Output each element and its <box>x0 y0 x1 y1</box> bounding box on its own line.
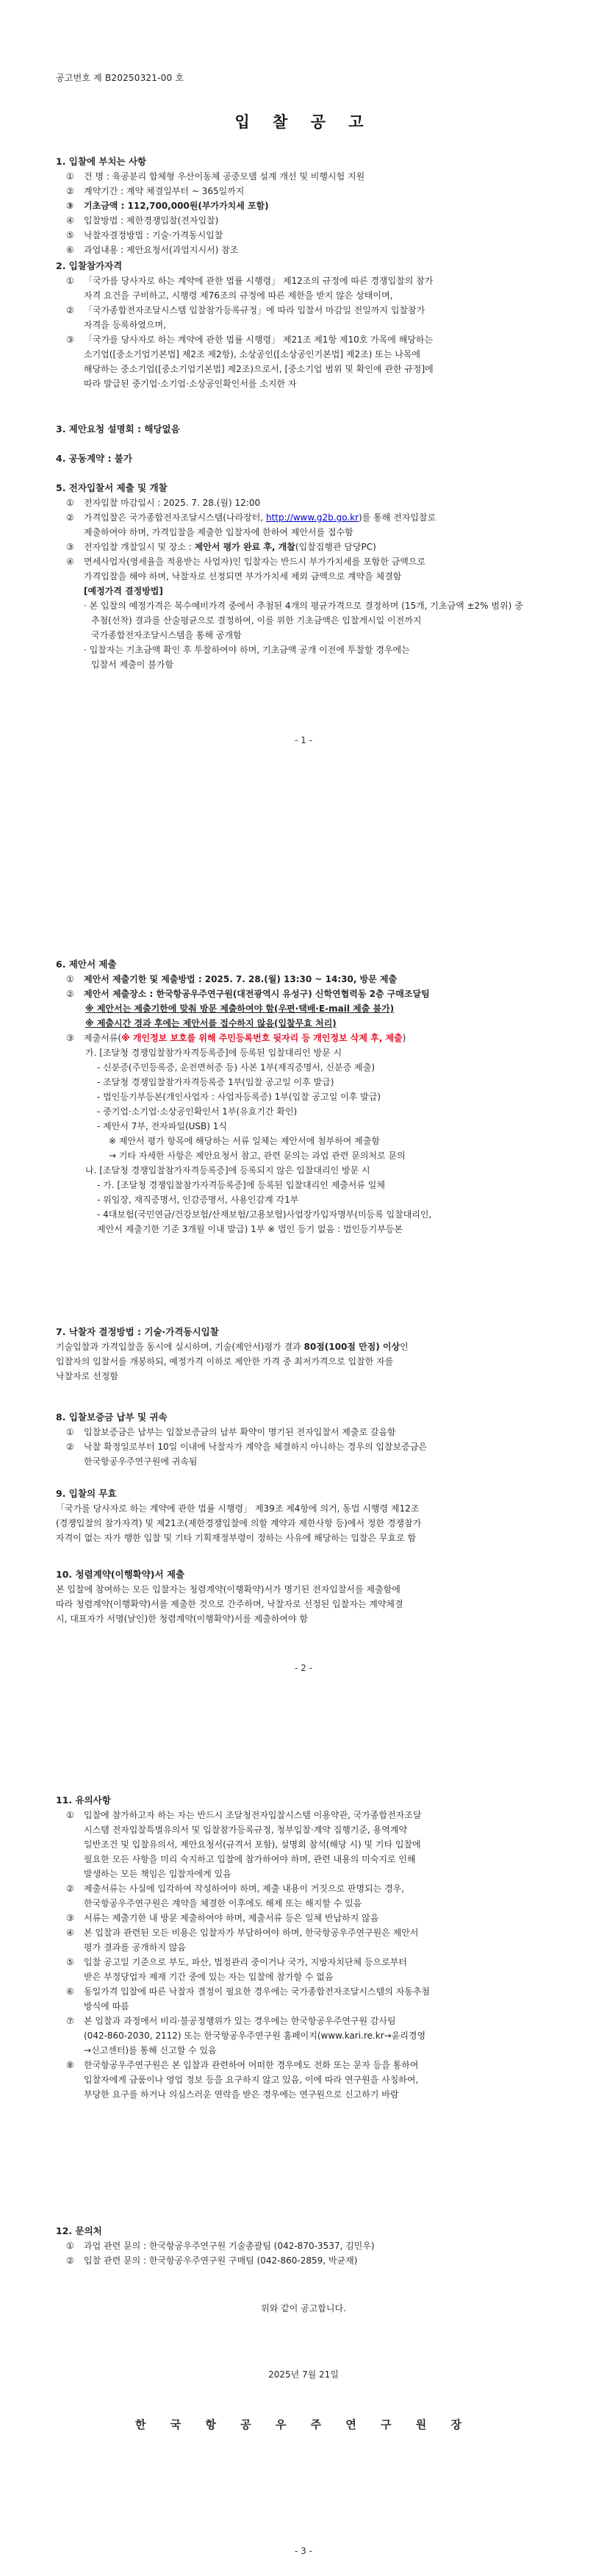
section-10: 10. 청렴계약(이행확약)서 제출 본 입찰에 참여하는 모든 입찰자는 청렴계약(이행확약)서가 명기된 전자입찰서를 제출함에 따라 청렴계약(이행확약)서를 제출한 것으로 간주하며, 낙찰자로 선정된 입찰자는 계약체결 시, 대표자가 서명(날인)한 청렴계약(이행확약)서를 제출하여야 함 <box>56 1567 556 1626</box>
list-item: - 4대보험(국민연금/건강보험/산재보험/고용보험)사업장가입자명부(미등록 입찰대리인, <box>97 1209 432 1220</box>
section-11-item: ① 입찰에 참가하고자 하는 자는 반드시 조달청전자입찰시스템 이용약관, 국가종합전자조달 시스템 전자입찰특별유의서 및 입찰참가등록규정, 청부입찰·계약 집행기준, 용역계약 일반조건 및 입찰유의서, 제안요청서(규격서 포함), 설명회 참석(해당 시) 및 기타 입찰에 필요한 모든 사항을 미리 숙지하고 입찰에 참가하여야 하며, 관련 내용의 미숙지로 인해 발생하는 모든 책임은 입찰자에게 있음 <box>66 1810 422 1879</box>
section-2-item: ② 「국가종합전자조달시스템 입찰참가등록규정」에 따라 입찰서 마감일 전일까지 입찰참가 자격을 등록하였으며, <box>66 305 425 330</box>
section-11 <box>56 1793 556 2102</box>
pricing-title: [예정가격 결정방법] <box>84 586 163 596</box>
section-1 <box>56 154 556 257</box>
section-5-item: ① 전자입찰 마감일시 : 2025. 7. 28.(월) 12:00 <box>66 498 261 508</box>
page-1 <box>0 0 607 853</box>
section-11-item: ② 제출서류는 사실에 입각하여 작성하여야 하며, 제출 내용이 거짓으로 판명되는 경우, 한국항공우주연구원은 계약을 체결한 이후에도 해제 또는 해지할 수 있음 <box>66 1883 405 1908</box>
section-11-item: ③ 서류는 제출기한 내 방문 제출하여야 하며, 제출서류 등은 일체 반납하지 않음 <box>66 1913 379 1923</box>
section-6-item: ① 제안서 제출기한 및 제출방법 : 2025. 7. 28.(월) 13:30 ~ 14:30, 방문 제출 <box>66 974 398 984</box>
page-title: 입 찰 공 고 <box>234 113 373 131</box>
subsection-na: 나. [조달청 경쟁입찰참가자격등록증]에 등록되지 않은 입찰대리인 방문 시 <box>85 1165 370 1176</box>
announcement-number: 공고번호 제 B20250321-00 호 <box>56 73 184 83</box>
section-3-heading: 3. 제안요청 설명회 : 해당없음 <box>56 423 180 434</box>
section-12-item: ① 과업 관련 문의 : 한국항공우주연구원 기술총괄팀 (042-870-3537, 김민우) <box>66 2241 375 2251</box>
section-2 <box>56 259 556 391</box>
section-11-item: ④ 본 입찰과 관련된 모든 비용은 입찰자가 부담하여야 하며, 한국항공우주연구원은 제안서 평가 결과를 공개하지 않음 <box>66 1928 419 1953</box>
section-11-heading: 11. 유의사항 <box>56 1795 111 1806</box>
section-2-heading: 2. 입찰참가자격 <box>56 260 123 271</box>
list-item: - 가. [조달청 경쟁입찰참가자격등록증]에 등록된 입찰대리인 제출서류 일체 <box>97 1180 385 1190</box>
announcement-date: 2025년 7월 21일 <box>268 2369 339 2380</box>
section-11-item: ⑥ 동일가격 입찰에 따른 낙찰자 결정이 필요한 경우에는 국가종합전자조달시스템의 자동추첨 방식에 따름 <box>66 1986 431 2011</box>
g2b-link[interactable]: http://www.g2b.go.kr <box>265 512 359 523</box>
page-3 <box>0 1717 607 2576</box>
section-5-item: ④ 면세사업자(영세율을 적용받는 사업자)인 입찰자는 반드시 부가가치세를 포함한 금액으로 가격입찰을 해야 하며, 낙찰자로 선정되면 부가가치세 제외 금액으로 계약을 체결함 [예정가격 결정방법] · 본 입찰의 예정가격은 복수예비가격 중에서 추첨된 4개의 평균가격으로 결정하며 (15개, 기초금액 ±2% 범위) 중 추첨(선착) 결과를 산술평균으로 결정하여, 이를 위한 기초금액은 입찰게시일 이전까지 국가종합전자조달시스템을 통해 공개함 · 입찰자는 기초금액 확인 후 투찰하여야 하며, 기초금액 공개 이전에 투찰할 경우에는 입찰서 제출이 불가함 <box>56 554 556 672</box>
section-1-item: ① 건 명 : 육공분리 합체형 우산이동체 공중모델 설계 개선 및 비행시험 지원 <box>66 171 365 182</box>
note: → 기타 자세한 사항은 제안요청서 참고, 관련 문의는 과업 관련 문의처로 문의 <box>109 1151 406 1161</box>
section-6-heading: 6. 제안서 제출 <box>56 959 117 970</box>
section-9-heading: 9. 입찰의 무효 <box>56 1488 117 1499</box>
section-8-heading: 8. 입찰보증금 납부 및 귀속 <box>56 1412 168 1423</box>
section-12-heading: 12. 문의처 <box>56 2225 102 2236</box>
list-item: - 조달청 경쟁입찰참가자격등록증 1부(입찰 공고일 이후 발급) <box>97 1077 334 1087</box>
section-5 <box>56 481 556 672</box>
section-8 <box>56 1410 556 1469</box>
page-2 <box>0 853 607 1717</box>
section-8-item: ② 낙찰 확정일로부터 10일 이내에 낙찰자가 계약을 체결하지 아니하는 경우의 입찰보증금은 한국항공우주연구원에 귀속됨 <box>66 1442 427 1467</box>
section-1-item: ④ 입찰방법 : 제한경쟁입찰(전자입찰) <box>66 215 219 226</box>
section-1-item: ③ 기초금액 : 112,700,000원(부가가치세 포함) <box>66 201 269 211</box>
section-12 <box>56 2224 556 2268</box>
section-2-item: ③ 「국가를 당사자로 하는 계약에 관한 법률 시행령」 제21조 제1항 제10호 가목에 해당하는 소기업([중소기업기본법] 제2조 제2항), 소상공인([소상공인기본법] 제2조) 또는 나목에 해당하는 중소기업([중소기업기본법] 제2조)으로서, [중소기업 범위 및 확인에 관한 규정]에 따라 발급된 중기업·소기업·소상공인확인서를 소지한 자 <box>66 334 434 389</box>
section-11-item: ⑦ 본 입찰과 과정에서 비리·불공정행위가 있는 경우에는 한국항공우주연구원 감사팀 (042-860-2030, 2112) 또는 한국항공우주연구원 홈페이지(www.kari.re.kr→윤리경영 →신고센터)를 통해 신고할 수 있음 <box>66 2016 426 2056</box>
section-6-item: ③ 제출서류(※ 개인정보 보호를 위해 주민등록번호 뒷자리 등 개인정보 삭제 후, 제출) <box>66 1033 406 1043</box>
list-item: - 신분증(주민등록증, 운전면허증 등) 사본 1부(재직증명서, 신분증 제출) <box>97 1062 376 1073</box>
note-deadline: ※ 제출시간 경과 후에는 제안서를 접수하지 않음(입찰무효 처리) <box>85 1018 337 1028</box>
page-number: - 2 - <box>295 1663 312 1673</box>
list-item: - 제안서 7부, 전자파일(USB) 1식 <box>97 1121 227 1131</box>
section-1-item: ② 계약기간 : 계약 체결일부터 ~ 365일까지 <box>66 186 245 196</box>
closing-text: 위와 같이 공고합니다. <box>261 2303 346 2314</box>
section-7: 7. 낙찰자 결정방법 : 기술·가격동시입찰 기술입찰과 가격입찰을 동시에 실시하며, 기술(제안서)평가 결과 80점(100점 만점) 이상인 입찰자의 입찰서를 개봉하되, 예정가격 이하로 제안한 가격 중 최저가격으로 입찰한 자를 낙찰자로 선정함 <box>56 1325 556 1384</box>
section-5-item: ③ 전자입찰 개찰일시 및 장소 : 제안서 평가 완료 후, 개찰(입찰집행관 담당PC) <box>66 542 376 552</box>
section-10-heading: 10. 청렴계약(이행확약)서 제출 <box>56 1569 185 1580</box>
note-visit: ※ 제안서는 제출기한에 맞춰 방문 제출하여야 함(우편·택배·E-mail 제출 불가) <box>85 1003 395 1014</box>
section-4-heading: 4. 공동계약 : 불가 <box>56 453 132 464</box>
section-7-heading: 7. 낙찰자 결정방법 : 기술·가격동시입찰 <box>56 1326 219 1337</box>
section-5-item: ② 가격입찰은 국가종합전자조달시스템(나라장터, http://www.g2b.go.kr)를 통해 전자입찰로 제출하여야 하며, 가격입찰을 제출한 입찰자에 한하여 제안서를 접수함 <box>66 512 437 537</box>
section-6 <box>56 957 556 1237</box>
section-11-item: ⑧ 한국항공우주연구원은 본 입찰과 관련하여 어떠한 경우에도 전화 또는 문자 등을 통하여 입찰자에게 금품이나 영업 정보 등을 요구하지 않고 있음, 이에 따라 연구원을 사칭하여, 부당한 요구를 하거나 의심스러운 연락을 받은 경우에는 연구원으로 신고하기 바람 <box>66 2060 419 2100</box>
list-item: 제안서 제출기한 기준 3개월 이내 발급) 1부 ※ 법인 등기 없음 : 법인등기부등본 <box>97 1224 403 1234</box>
section-1-item: ⑥ 과업내용 : 제안요청서(과업지시서) 참조 <box>66 245 239 255</box>
section-12-item: ② 입찰 관련 문의 : 한국항공우주연구원 구매팀 (042-860-2859, 박균재) <box>66 2255 358 2266</box>
issuer-signature: 한 국 항 공 우 주 연 구 원 장 <box>135 2418 472 2431</box>
section-1-heading: 1. 입찰에 부치는 사항 <box>56 156 147 167</box>
section-9: 9. 입찰의 무효 「국가를 당사자로 하는 계약에 관한 법률 시행령」 제39조 제4항에 의거, 동법 시행령 제12조 (경쟁입찰의 참가자격) 및 제21조(제한경쟁입찰에 의할 계약과 제한사항 등)에서 정한 경쟁참가 자격이 없는 자가 행한 입찰 및 기타 기획재정부령이 정하는 사유에 해당하는 입찰은 무효로 함 <box>56 1486 556 1545</box>
section-6-item: ② 제안서 제출장소 : 한국항공우주연구원(대전광역시 유성구) 신학연협력동 2층 구매조달팀 <box>66 989 430 999</box>
privacy-warning: ※ 개인정보 보호를 위해 주민등록번호 뒷자리 등 개인정보 삭제 후, 제출 <box>121 1033 403 1043</box>
page-number: - 1 - <box>295 735 312 745</box>
section-11-item: ⑤ 입찰 공고일 기준으로 부도, 파산, 법정관리 중이거나 국가, 지방자치단체 등으로부터 받은 부정당업자 제재 기간 중에 있는 자는 입찰에 참가할 수 없음 <box>66 1957 407 1982</box>
list-item: - 중기업·소기업·소상공인확인서 1부(유효기간 확인) <box>97 1106 298 1117</box>
note: ※ 제안서 평가 항목에 해당하는 서류 일체는 제안서에 첨부하여 제출함 <box>109 1136 380 1146</box>
list-item: - 위임장, 재직증명서, 인감증명서, 사용인감계 각1부 <box>97 1195 299 1205</box>
section-1-item: ⑤ 낙찰자결정방법 : 기술·가격동시입찰 <box>66 230 223 240</box>
section-8-item: ① 입찰보증금은 납부는 입찰보증금의 납부 확약이 명기된 전자입찰서 제출로 갈음함 <box>66 1427 396 1437</box>
section-5-heading: 5. 전자입찰서 제출 및 개찰 <box>56 482 168 493</box>
page-number: - 3 - <box>295 2546 312 2556</box>
section-3 <box>56 422 556 437</box>
subsection-ga: 가. [조달청 경쟁입찰참가자격등록증]에 등록된 입찰대리인 방문 시 <box>85 1048 342 1058</box>
list-item: - 법인등기부등본(개인사업자 : 사업자등록증) 1부(입찰 공고일 이후 발급) <box>97 1092 381 1102</box>
section-4 <box>56 451 556 466</box>
section-2-item: ① 「국가를 당사자로 하는 계약에 관한 법률 시행령」 제12조의 규정에 따른 경쟁입찰의 참가 자격 요건을 구비하고, 시행령 제76조의 규정에 따른 제한을 받지 않은 상태이며, <box>66 276 434 301</box>
